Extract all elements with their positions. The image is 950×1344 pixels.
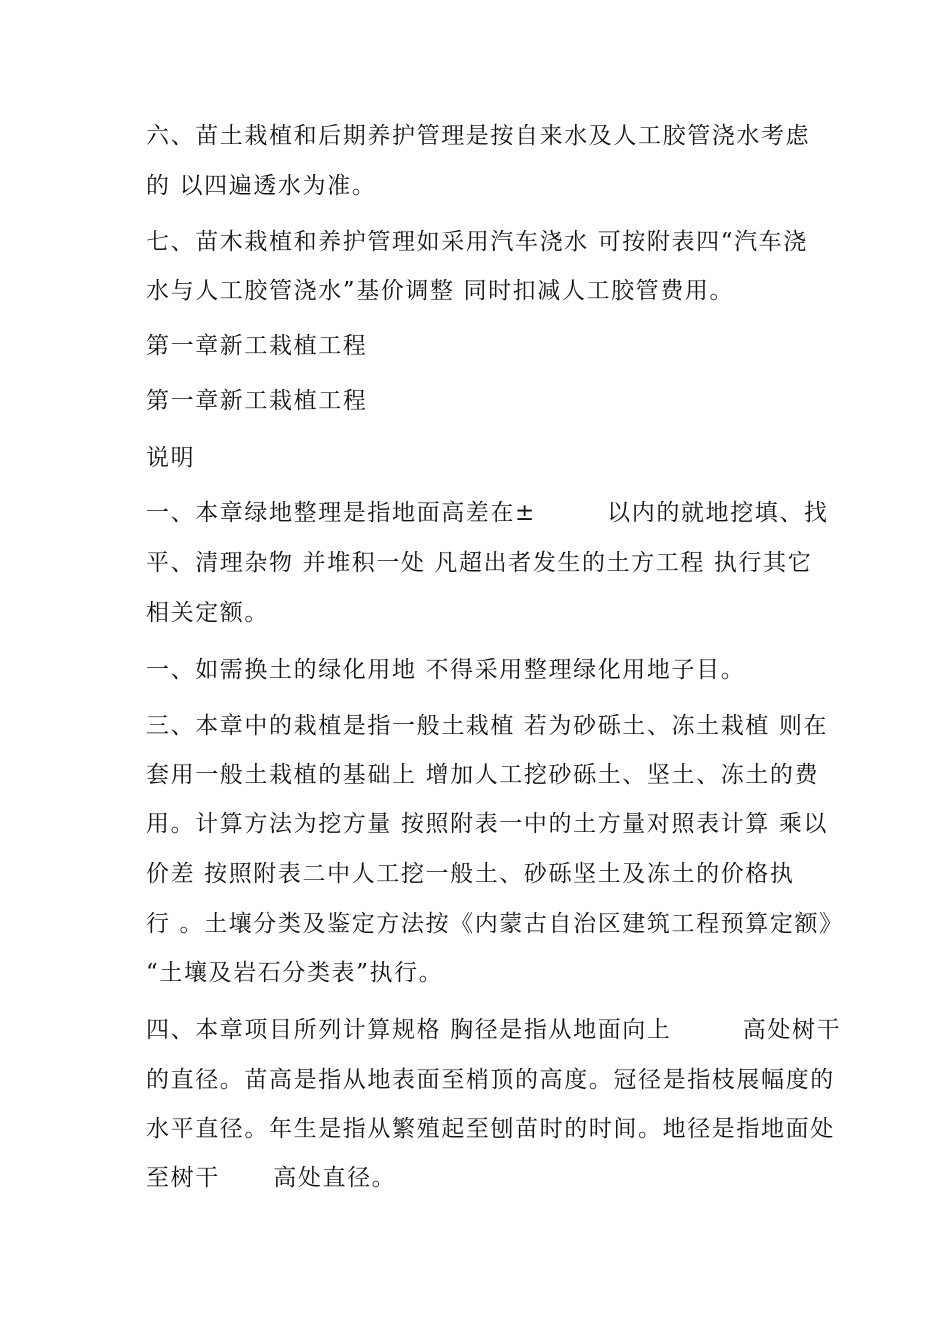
- text-line-3: 七、苗木栽植和养护管理如采用汽车浇水 可按附表四“汽车浇: [146, 229, 808, 255]
- text-line-13: 套用一般土栽植的基础上 增加人工挖砂砾土、坚土、冻土的费: [146, 762, 820, 788]
- chapter-heading-2: 第一章新工栽植工程: [146, 388, 368, 414]
- text-line-15: 价差 按照附表二中人工挖一般土、砂砾坚土及冻土的价格执: [146, 861, 795, 887]
- text-line-10: 相关定额。: [146, 600, 269, 626]
- text-line-8: 一、本章绿地整理是指地面高差在± 以内的就地挖填、找: [146, 500, 829, 526]
- text-line-20: 水平直径。年生是指从繁殖起至刨苗时的时间。地径是指地面处: [146, 1116, 835, 1142]
- text-line-11: 一、如需换土的绿化用地 不得采用整理绿化用地子目。: [146, 657, 746, 683]
- text-line-16: 行 。土壤分类及鉴定方法按《内蒙古自治区建筑工程预算定额》: [146, 911, 844, 937]
- text-line-1: 六、苗土栽植和后期养护管理是按自来水及人工胶管浇水考虑: [146, 123, 811, 149]
- text-line-19: 的直径。苗高是指从地表面至梢顶的高度。冠径是指枝展幅度的: [146, 1067, 835, 1093]
- section-heading: 说明: [146, 445, 196, 471]
- text-line-18: 四、本章项目所列计算规格 胸径是指从地面向上 高处树干: [146, 1017, 842, 1043]
- text-line-14: 用。计算方法为挖方量 按照附表一中的土方量对照表计算 乘以: [146, 811, 829, 837]
- text-line-2: 的 以四遍透水为准。: [146, 173, 377, 199]
- text-line-12: 三、本章中的栽植是指一般土栽植 若为砂砾土、冻土栽植 则在: [146, 713, 829, 739]
- text-line-21: 至树干 高处直径。: [146, 1165, 397, 1191]
- text-line-9: 平、清理杂物 并堆积一处 凡超出者发生的土方工程 执行其它: [146, 550, 813, 576]
- text-line-4: 水与人工胶管浇水”基价调整 同时扣减人工胶管费用。: [146, 278, 735, 304]
- chapter-heading-1: 第一章新工栽植工程: [146, 333, 368, 359]
- text-line-17: “土壤及岩石分类表”执行。: [146, 960, 444, 986]
